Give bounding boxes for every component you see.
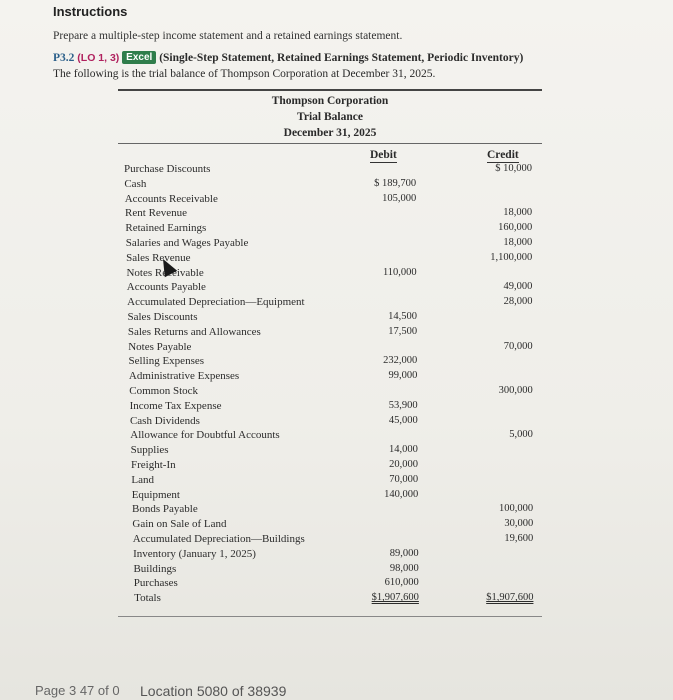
debit-amount: $ 189,700: [374, 177, 417, 189]
problem-heading: [53, 51, 523, 64]
account-name: Allowance for Doubtful Accounts: [130, 429, 280, 442]
account-name: Purchases: [133, 577, 178, 590]
debit-amount: 105,000: [382, 192, 417, 204]
account-name: Salaries and Wages Payable: [125, 237, 249, 249]
header-rule: [118, 143, 542, 144]
credit-amount: 160,000: [498, 222, 533, 234]
account-name: Freight-In: [131, 459, 176, 471]
reader-status-bar: [0, 680, 673, 700]
instructions-line: Prepare a multiple-step income statement and a retained earnings statement.: [53, 30, 403, 42]
account-name: Notes Receivable: [126, 266, 204, 279]
account-name: Cash: [124, 177, 147, 190]
debit-amount: 610,000: [384, 577, 419, 589]
debit-amount: 17,500: [388, 325, 418, 337]
debit-amount: 98,000: [389, 562, 419, 574]
account-name: Income Tax Expense: [129, 399, 222, 412]
debit-amount: 14,500: [388, 311, 417, 322]
credit-column-header: Credit: [487, 149, 519, 161]
account-name: Sales Discounts: [127, 311, 198, 323]
company-name: Thompson Corporation: [271, 95, 389, 107]
account-name: Accumulated Depreciation—Buildings: [132, 533, 305, 545]
excel-badge: Excel: [122, 51, 156, 64]
account-name: Accumulated Depreciation—Equipment: [127, 296, 305, 309]
credit-amount: 18,000: [503, 237, 533, 248]
debit-amount: 20,000: [389, 459, 418, 470]
debit-amount: 140,000: [384, 488, 419, 500]
account-name: Common Stock: [129, 385, 199, 397]
learning-objectives: (LO 1, 3): [77, 52, 120, 64]
debit-column-header: Debit: [370, 149, 397, 161]
account-name: Totals: [134, 592, 161, 605]
problem-description: The following is the trial balance of Thompson Corporation at December 31, 2025.: [53, 68, 436, 80]
account-name: Purchase Discounts: [124, 163, 211, 175]
account-name: Accounts Receivable: [124, 192, 218, 205]
credit-amount: 5,000: [509, 429, 533, 441]
credit-amount: 300,000: [498, 385, 533, 396]
credit-amount: 30,000: [504, 518, 534, 530]
credit-amount: 70,000: [503, 340, 533, 352]
account-name: Cash Dividends: [129, 414, 200, 427]
credit-amount: 18,000: [503, 207, 533, 219]
account-name: Buildings: [133, 562, 177, 575]
statement-date: December 31, 2025: [283, 127, 377, 139]
credit-amount: 100,000: [499, 503, 534, 515]
account-name: Bonds Payable: [132, 503, 198, 516]
debit-amount: 99,000: [388, 370, 418, 382]
debit-amount: 45,000: [388, 414, 418, 426]
credit-amount: $ 10,000: [495, 163, 532, 174]
problem-title: (Single-Step Statement, Retained Earnings Statement, Periodic Inventory): [159, 52, 524, 64]
account-name: Land: [131, 473, 154, 486]
account-name: Selling Expenses: [128, 355, 205, 368]
account-name: Rent Revenue: [125, 207, 188, 220]
page-indicator: Page 3 47 of 0: [35, 683, 120, 698]
debit-amount: 110,000: [382, 266, 417, 278]
table-top-rule: [118, 89, 542, 91]
debit-amount: $1,907,600: [371, 592, 419, 604]
credit-amount: 28,000: [503, 296, 533, 308]
account-name: Equipment: [131, 488, 180, 501]
location-indicator: Location 5080 of 38939: [140, 683, 287, 699]
statement-title: Trial Balance: [297, 111, 363, 123]
debit-amount: 89,000: [389, 547, 419, 559]
account-name: Sales Revenue: [126, 251, 191, 264]
debit-amount: 70,000: [389, 473, 419, 485]
account-name: Gain on Sale of Land: [132, 518, 227, 531]
debit-amount: 232,000: [383, 355, 418, 367]
account-name: Inventory (January 1, 2025): [133, 547, 256, 560]
problem-code: P3.2: [53, 52, 75, 64]
debit-amount: 14,000: [389, 444, 418, 456]
table-bottom-rule: [118, 616, 542, 617]
account-name: Sales Returns and Allowances: [127, 325, 261, 338]
credit-amount: $1,907,600: [486, 592, 534, 604]
credit-amount: 49,000: [503, 281, 533, 293]
debit-amount: 53,900: [388, 399, 418, 411]
account-name: Retained Earnings: [125, 222, 207, 235]
account-name: Administrative Expenses: [128, 370, 240, 383]
account-name: Supplies: [130, 444, 169, 457]
account-name: Notes Payable: [128, 340, 192, 353]
credit-amount: 1,100,000: [490, 251, 533, 263]
instructions-heading: Instructions: [53, 4, 128, 19]
account-name: Accounts Payable: [126, 281, 206, 294]
credit-amount: 19,600: [504, 533, 534, 544]
